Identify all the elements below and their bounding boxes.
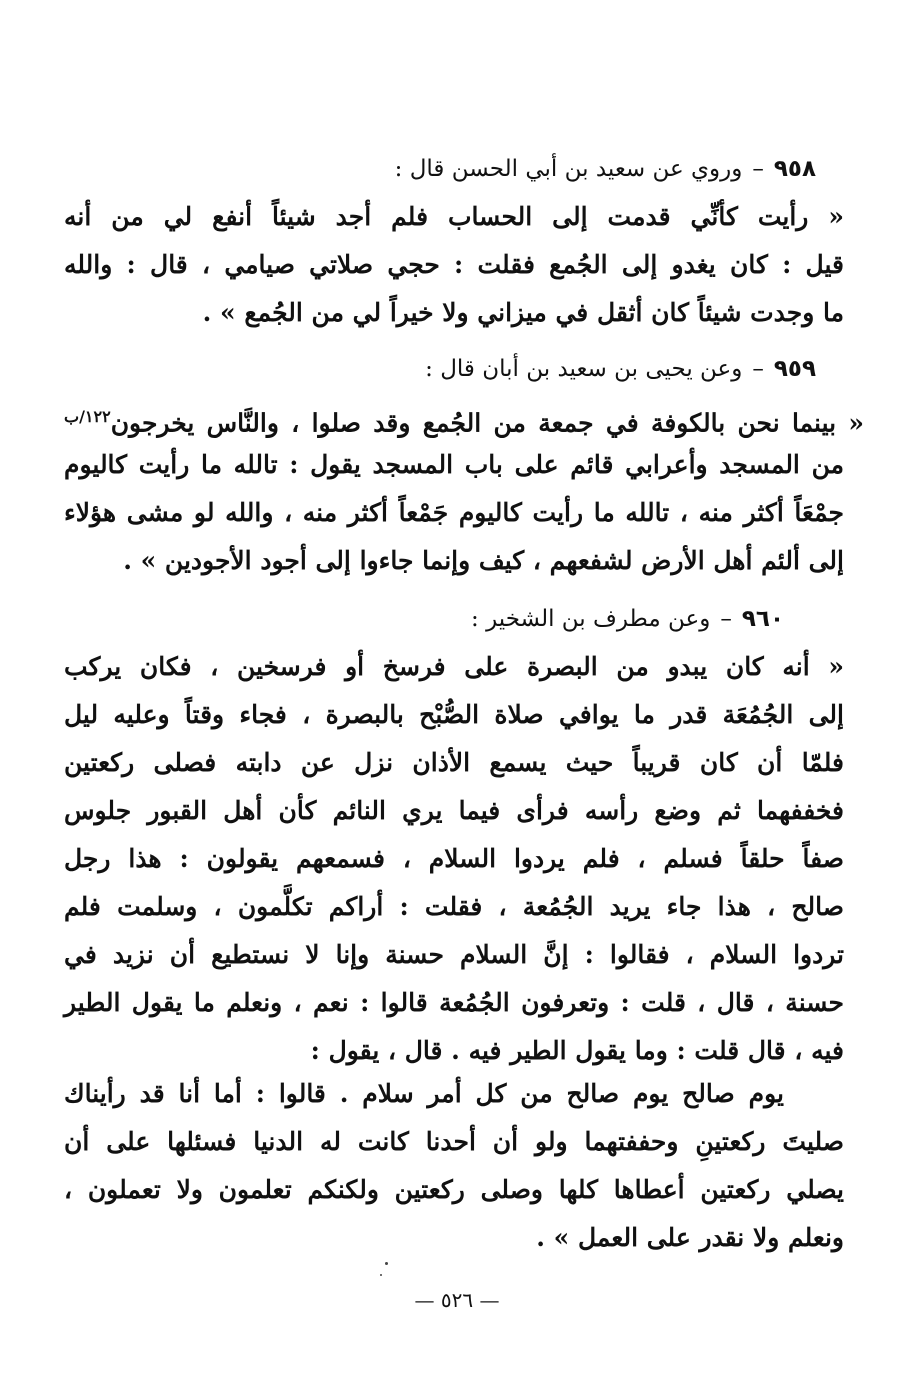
- text-line: صالح ، هذا جاء يريد الجُمُعة ، فقلت : أراكم تكلَّمون ، وسلمت فلم: [64, 892, 844, 921]
- text-line: فخففهما ثم وضع رأسه فرأى فيما يري النائم كأن أهل القبور جلوس: [64, 796, 844, 825]
- text-line: تردوا السلام ، فقالوا : إنَّ السلام حسنة وإنا لا نستطيع أن نزيد في: [64, 940, 844, 969]
- scan-speck: [385, 1262, 388, 1265]
- entry-heading: ٩٥٩–وعن يحيى بن سعيد بن أبان قال :: [425, 356, 816, 382]
- text-line: [64, 393, 864, 441]
- entry-intro: وروي عن سعيد بن أبي الحسن قال :: [394, 156, 743, 182]
- closing-paragraph: [64, 1070, 844, 1262]
- first-line-text: « بينما نحن بالكوفة في جمعة من الجُمع وقد صلوا ، والنَّاس يخرجون: [110, 408, 864, 438]
- text-line: فلمّا أن كان قريباً حيث يسمع الأذان نزل عن دابته فصلى ركعتين: [64, 748, 844, 777]
- entry-960: [64, 595, 844, 1075]
- text-line: صليتَ ركعتينِ وحففتهما ولو أن أحدنا كانت له الدنيا فسئلها على أن: [64, 1127, 844, 1156]
- text-line: يوم صالح يوم صالح من كل أمر سلام . قالوا : أما أنا قد رأيناك: [64, 1079, 784, 1108]
- text-line: فيه ، قال قلت : وما يقول الطير فيه . قال ، يقول :: [310, 1036, 844, 1065]
- entry-958: [64, 145, 844, 337]
- entry-959: [64, 345, 864, 585]
- entry-intro: وعن مطرف بن الشخير :: [471, 606, 711, 632]
- entry-heading: ٩٥٨–وروي عن سعيد بن أبي الحسن قال :: [394, 156, 816, 182]
- entry-heading: ٩٦٠–وعن مطرف بن الشخير :: [471, 606, 784, 632]
- text-line: حسنة ، قال ، قلت : وتعرفون الجُمُعة قالوا : نعم ، ونعلم ما يقول الطير: [64, 988, 844, 1017]
- text-line: إلى الجُمُعَة قدر ما يوافي صلاة الصُّبْح بالبصرة ، فجاء وقتاً وعليه ليل: [64, 700, 844, 729]
- text-line: قيل : كان يغدو إلى الجُمع فقلت : حجي صلاتي صيامي ، قال : والله: [64, 250, 844, 279]
- entry-number: ٩٥٩: [773, 356, 816, 382]
- text-line: « رأيت كأنِّي قدمت إلى الحساب فلم أجد شيئاً أنفع لي من أنه: [64, 202, 844, 231]
- entry-intro: وعن يحيى بن سعيد بن أبان قال :: [425, 356, 743, 382]
- manuscript-folio-note: ١٢٢/ب: [64, 407, 111, 426]
- scan-speck: [380, 1274, 382, 1276]
- text-line: إلى ألئم أهل الأرض لشفعهم ، كيف وإنما جاءوا إلى أجود الأجودين » .: [123, 546, 844, 575]
- page-number: — ٥٢٦ —: [414, 1288, 500, 1312]
- text-line: ما وجدت شيئاً كان أثقل في ميزاني ولا خيراً لي من الجُمع » .: [202, 298, 844, 327]
- text-line: ونعلم ولا نقدر على العمل » .: [536, 1223, 844, 1252]
- text-line: جمْعَاً أكثر منه ، تالله ما رأيت كاليوم جَمْعاً أكثر منه ، والله لو مشى هؤلاء: [64, 498, 844, 527]
- text-line: من المسجد وأعرابي قائم على باب المسجد يقول : تالله ما رأيت كاليوم: [64, 450, 844, 479]
- text-line: يصلي ركعتين أعطاها كلها وصلى ركعتين ولكنكم تعلمون ولا تعملون ،: [64, 1175, 844, 1204]
- text-line: صفاً حلقاً فسلم ، فلم يردوا السلام ، فسمعهم يقولون : هذا رجل: [64, 844, 844, 873]
- entry-number: ٩٦٠: [741, 606, 784, 632]
- text-line: « أنه كان يبدو من البصرة على فرسخ أو فرسخين ، فكان يركب: [64, 652, 844, 681]
- entry-number: ٩٥٨: [773, 156, 816, 182]
